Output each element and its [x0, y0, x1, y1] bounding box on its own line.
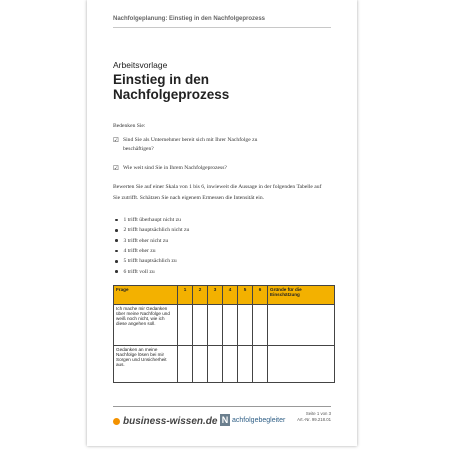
rating-cell-6[interactable] — [253, 305, 268, 346]
logo-text: achfolgebegleiter — [232, 416, 286, 424]
bullet-icon — [115, 239, 118, 242]
scale-label: 2 trifft hauptsächlich nicht zu — [123, 227, 190, 234]
scale-label: 6 trifft voll zu — [123, 268, 155, 275]
scale-label: 5 trifft hauptsächlich zu — [123, 258, 177, 265]
bullet-icon — [115, 260, 118, 263]
rating-cell-5[interactable] — [238, 346, 253, 383]
document-page — [87, 0, 357, 446]
rating-cell-6[interactable] — [253, 346, 268, 383]
table-row — [114, 305, 335, 346]
rating-cell-4[interactable] — [223, 346, 238, 383]
logo-mark-icon: N — [221, 415, 229, 425]
scale-item — [113, 246, 189, 256]
bullet-icon — [115, 270, 118, 273]
column-header-5: 5 — [238, 286, 253, 305]
page-number: Seite 1 von 3 — [305, 411, 331, 416]
page-meta — [297, 411, 331, 423]
document-title: Einstieg in den Nachfolgeprozess — [113, 72, 230, 102]
bullet-icon — [115, 229, 118, 232]
rating-cell-2[interactable] — [193, 305, 208, 346]
scale-item — [113, 236, 189, 246]
scale-item — [113, 266, 189, 276]
column-header-1: 1 — [178, 286, 193, 305]
scale-item — [113, 225, 189, 235]
bullet-icon — [115, 250, 118, 253]
rating-table — [113, 285, 335, 383]
rating-cell-5[interactable] — [238, 305, 253, 346]
document-kicker: Arbeitsvorlage — [113, 60, 168, 70]
logo-text: business-wissen.de — [123, 416, 218, 427]
scale-label: 3 trifft eher nicht zu — [123, 237, 169, 244]
question-text: Wie weit sind Sie in Ihrem Nachfolgeprozess? — [123, 165, 227, 171]
rating-cell-1[interactable] — [178, 305, 193, 346]
business-wissen-logo — [113, 416, 217, 427]
question-cell: Gedanken an meine Nachfolge lösen bei mir Sorgen und Unsicherheit aus. — [114, 346, 178, 383]
column-header-4: 4 — [223, 286, 238, 305]
table-header-row — [114, 286, 335, 305]
reasons-cell[interactable] — [268, 305, 335, 346]
header-divider — [113, 27, 331, 28]
scale-item — [113, 215, 189, 225]
scale-item — [113, 256, 189, 266]
rating-cell-4[interactable] — [223, 305, 238, 346]
bullet-icon — [115, 219, 118, 222]
scale-label: 1 trifft überhaupt nicht zu — [123, 217, 181, 224]
question-item — [113, 164, 273, 173]
checkbox-icon: ☑ — [113, 165, 119, 172]
rating-cell-3[interactable] — [208, 305, 223, 346]
intro-text: Bedenken Sie: — [113, 123, 146, 129]
column-header-reasons: Gründe für die Einschätzung — [268, 286, 335, 305]
rating-cell-2[interactable] — [193, 346, 208, 383]
rating-cell-3[interactable] — [208, 346, 223, 383]
question-cell: Ich mache mir Gedanken über meine Nachfolge und weiß noch nicht, wie ich diese angehen soll. — [114, 305, 178, 346]
orange-dot-icon — [113, 418, 120, 425]
reasons-cell[interactable] — [268, 346, 335, 383]
page-header: Nachfolgeplanung: Einstieg in den Nachfolgeprozess — [113, 16, 266, 22]
table-row — [114, 346, 335, 383]
column-header-6: 6 — [253, 286, 268, 305]
column-header-2: 2 — [193, 286, 208, 305]
rating-scale-list — [113, 215, 189, 277]
question-text: Sind Sie als Unternehmer bereit sich mit Ihrer Nachfolge zu beschäftigen? — [123, 137, 258, 152]
checkbox-icon: ☑ — [113, 137, 119, 144]
rating-cell-1[interactable] — [178, 346, 193, 383]
article-number: Art.-Nr. 99.218.01 — [297, 417, 331, 422]
column-header-3: 3 — [208, 286, 223, 305]
column-header-question: Frage — [114, 286, 178, 305]
question-item — [113, 136, 273, 154]
scale-label: 4 trifft eher zu — [123, 248, 156, 255]
nachfolgebegleiter-logo — [220, 414, 285, 426]
instruction-paragraph: Bewerten Sie auf einer Skala von 1 bis 6, inwieweit die Aussage in der folgenden Tabelle auf Sie zutrifft. Schätzen Sie nach eigenem Ermessen die Intensität ein. — [113, 184, 322, 201]
footer-divider — [113, 406, 331, 407]
